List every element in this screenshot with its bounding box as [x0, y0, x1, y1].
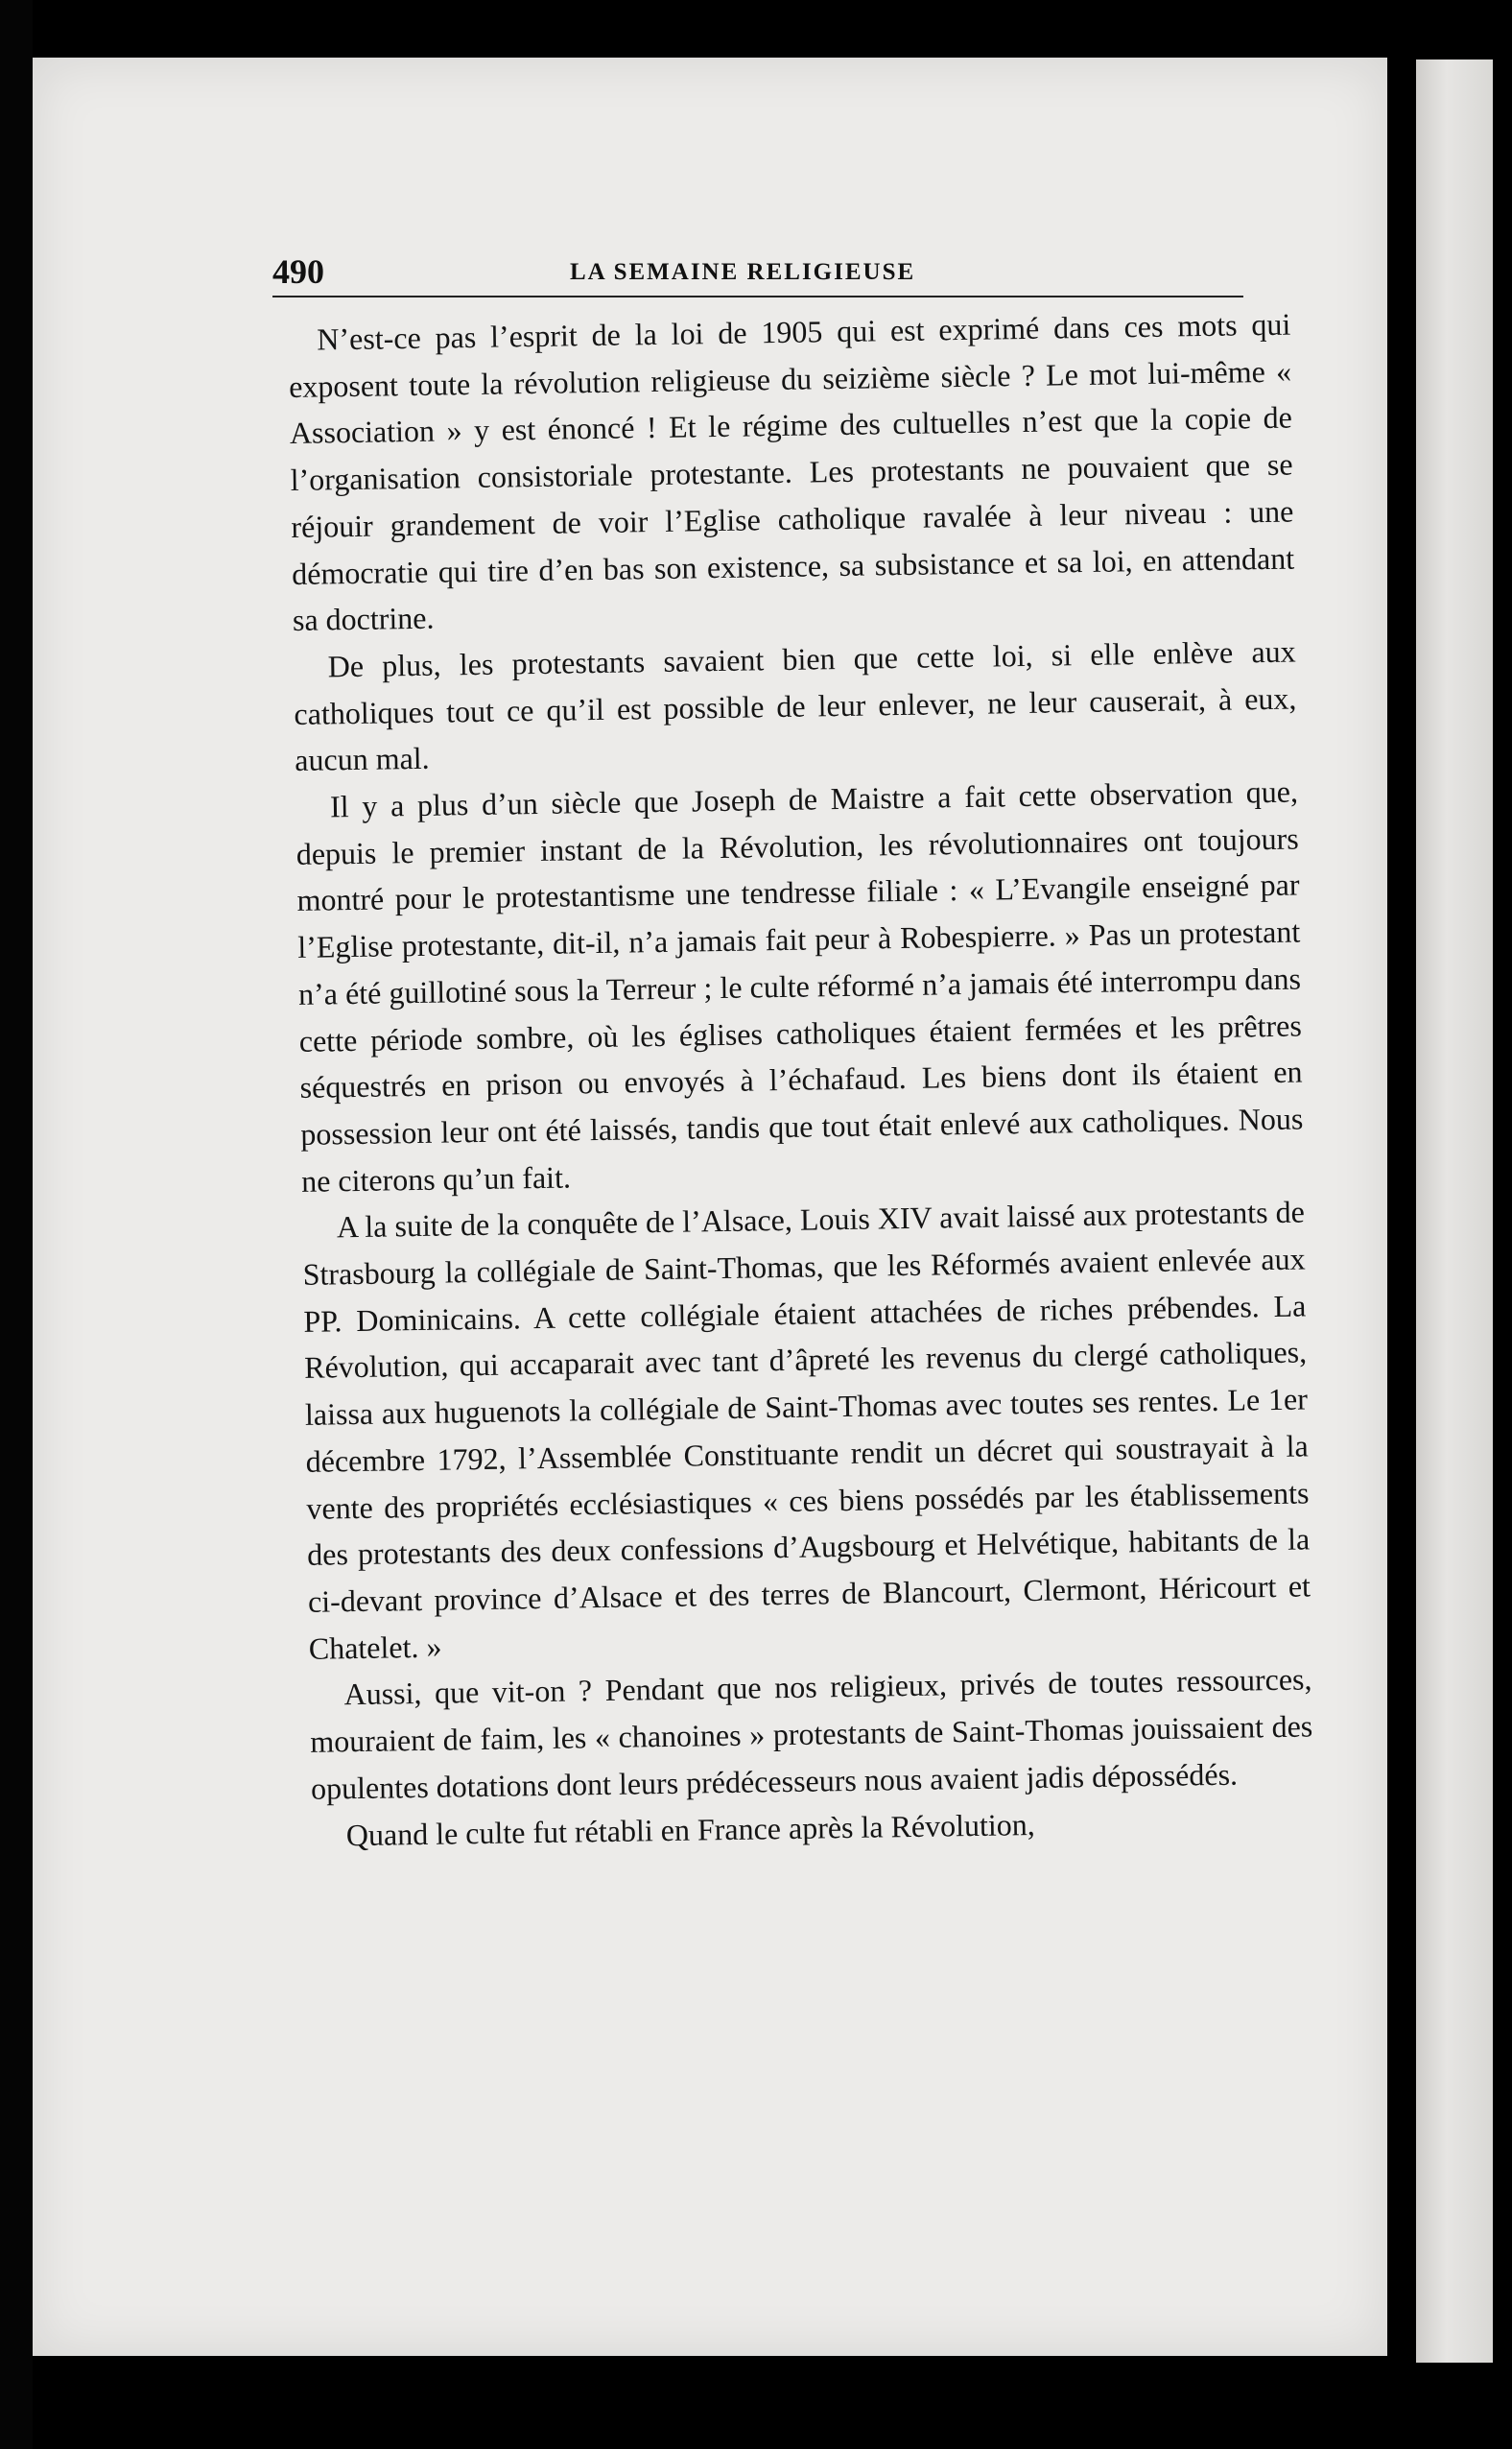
- adjacent-page-edge: [1416, 59, 1493, 2363]
- paragraph-2: De plus, les protestants savaient bien que cette loi, si elle enlève aux catholiques tout ce qu’il est possible de leur enlever, ne leur causerait, à eux, aucun mal.: [294, 633, 1297, 778]
- page-number: 490: [272, 252, 324, 291]
- paragraph-1: N’est-ce pas l’esprit de la loi de 1905 qui est exprimé dans ces mots qui exposent toute la révolution religieuse du seizième siècle ? Le mot lui-même « Association » y est énoncé ! Et le régime des cultuelles n’est que la copie de l’organisation consistoriale protestante. Les protestants ne pouvaient que se réjouir grandement de voir l’Eglise catholique ravalée à leur niveau : une démocratie qui tire d’en bas son existence, sa subsistance et sa loi, en attendant sa doctrine.: [288, 306, 1295, 638]
- journal-title: LA SEMAINE RELIGIEUSE: [570, 259, 916, 285]
- body-text: [288, 301, 1314, 1859]
- paragraph-6: Quand le culte fut rétabli en France après la Révolution,: [345, 1806, 1036, 1852]
- running-head: [272, 248, 1243, 297]
- film-border: [0, 0, 33, 2449]
- paragraph-4: A la suite de la conquête de l’Alsace, Louis XIV avait laissé aux protestants de Strasbourg la collégiale de Saint-Thomas, que les Réformés avaient enlevée aux PP. Dominicains. A cette collégiale étaient attachées de riches prébendes. La Révolution, qui accaparait avec tant d’âpreté les revenus du clergé catholiques, laissa aux huguenots la collégiale de Saint-Thomas avec toutes ses rentes. Le 1er décembre 1792, l’Assemblée Constituante rendit un décret qui soustrayait à la vente des propriétés ecclésiastiques « ces biens possédés par les établissements des protestants des deux confessions d’Augsbourg et Helvétique, habitants de la ci-devant province d’Alsace et des terres de Blancourt, Clermont, Héricourt et Chatelet. »: [302, 1194, 1311, 1666]
- paragraph-5: Aussi, que vit-on ? Pendant que nos religieux, privés de toutes ressources, mouraient de faim, les « chanoines » protestants de Saint-Thomas jouissaient des opulentes dotations dont leurs prédécesseurs nous avaient jadis dépossédés.: [310, 1661, 1313, 1806]
- paragraph-3: Il y a plus d’un siècle que Joseph de Maistre a fait cette observation que, depuis le premier instant de la Révolution, les révolutionnaires ont toujours montré pour le protestantisme une tendresse filiale : « L’Evangile enseigné par l’Eglise protestante, dit-il, n’a jamais fait peur à Robespierre. » Pas un protestant n’a été guillotiné sous la Terreur ; le culte réformé n’a jamais été interrompu dans cette période sombre, où les églises catholiques étaient fermées et les prêtres séquestrés en prison ou envoyés à l’échafaud. Les biens dont ils étaient en possession leur ont été laissés, tandis que tout était enlevé aux catholiques. Nous ne citerons qu’un fait.: [295, 773, 1304, 1199]
